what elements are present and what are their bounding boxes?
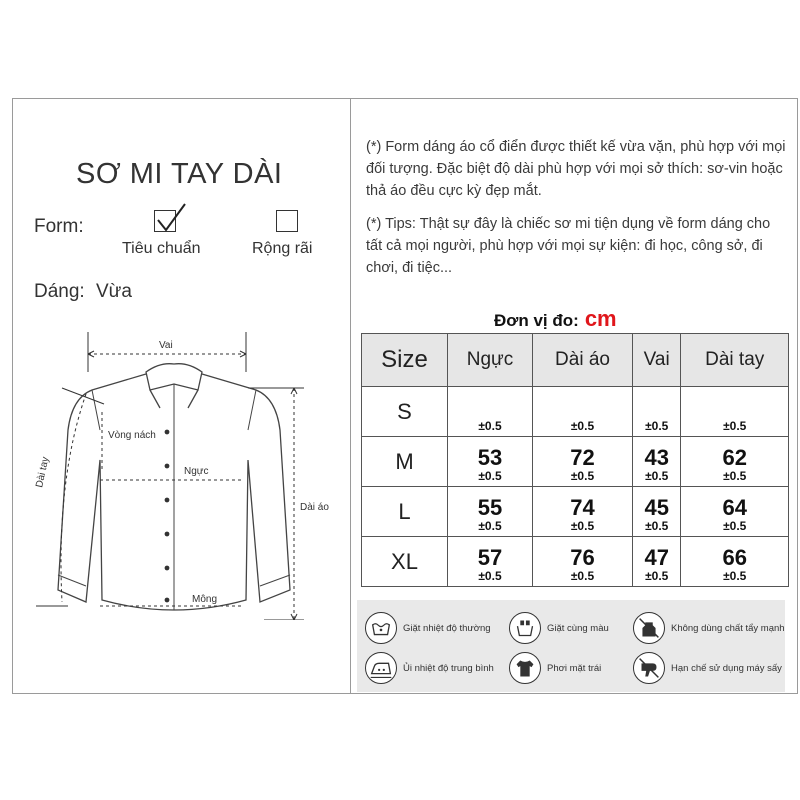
fit-row bbox=[34, 281, 138, 303]
value: 74 bbox=[570, 495, 595, 520]
size-table-header bbox=[362, 334, 789, 387]
value-cell bbox=[681, 387, 789, 437]
size-table bbox=[361, 333, 789, 587]
tolerance: ±0.5 bbox=[645, 569, 669, 583]
note-fit: (*) Form dáng áo cổ điển được thiết kế vừa vặn, phù hợp với mọi đối tượng. Đặc biệt độ dài phù hợp với mọi sở thích: sơ-vin hoặc thả áo đều cực kỳ đẹp mắt. bbox=[366, 139, 786, 199]
care-label: Giặt nhiệt độ thường bbox=[403, 622, 491, 634]
value-cell bbox=[681, 437, 789, 487]
size-cell: S bbox=[362, 387, 448, 437]
fit-label: Dáng: bbox=[34, 281, 85, 302]
chest-label: Ngực bbox=[184, 466, 209, 477]
value: 45 bbox=[644, 495, 669, 520]
value-cell bbox=[633, 437, 681, 487]
value: 76 bbox=[570, 545, 595, 570]
size-cell: M bbox=[362, 437, 448, 487]
unit-line bbox=[494, 306, 617, 332]
form-wide-label: Rộng rãi bbox=[252, 240, 313, 257]
wash-same-color-icon bbox=[509, 612, 541, 644]
value-cell bbox=[633, 487, 681, 537]
product-title: SƠ MI TAY DÀI bbox=[76, 158, 283, 190]
value: 53 bbox=[477, 445, 503, 470]
panel-divider bbox=[350, 98, 351, 694]
note-tips: (*) Tips: Thật sự đây là chiếc sơ mi tiện dụng về form dáng cho tất cả mọi người, phù hợp với mọi sự kiện: đi học, công sở, đi chơi, đi tiệc... bbox=[366, 216, 771, 276]
value: 55 bbox=[477, 495, 503, 520]
form-standard-label: Tiêu chuẩn bbox=[122, 240, 201, 257]
form-wide-checkbox[interactable] bbox=[276, 210, 298, 232]
care-label: Ủi nhiệt độ trung bình bbox=[403, 662, 494, 674]
unit-label: Đơn vị đo: bbox=[494, 311, 579, 330]
tolerance: ±0.5 bbox=[478, 569, 502, 583]
value-cell bbox=[532, 387, 632, 437]
care-label: Không dùng chất tẩy mạnh bbox=[671, 622, 785, 634]
size-cell: XL bbox=[362, 537, 448, 587]
table-row bbox=[362, 387, 789, 437]
armhole-label: Vòng nách bbox=[108, 430, 156, 441]
value-cell bbox=[633, 387, 681, 437]
value-cell bbox=[633, 537, 681, 587]
unit-value: cm bbox=[584, 306, 617, 331]
table-row bbox=[362, 487, 789, 537]
care-label: Hạn chế sử dụng máy sấy bbox=[671, 662, 782, 674]
value-cell bbox=[448, 537, 533, 587]
hip-label: Mông bbox=[192, 594, 218, 605]
table-row bbox=[362, 537, 789, 587]
header-chest: Ngực bbox=[448, 334, 533, 387]
care-item bbox=[509, 612, 609, 644]
value-cell bbox=[681, 487, 789, 537]
care-item bbox=[365, 612, 491, 644]
tolerance: ±0.5 bbox=[478, 469, 502, 483]
care-item bbox=[633, 612, 785, 644]
value: 64 bbox=[722, 495, 747, 520]
tolerance: ±0.5 bbox=[645, 519, 669, 533]
fit-value: Vừa bbox=[95, 281, 132, 302]
value-cell bbox=[532, 537, 632, 587]
wash-normal-icon bbox=[365, 612, 397, 644]
value: 43 bbox=[644, 445, 669, 470]
care-item bbox=[633, 652, 782, 684]
tolerance: ±0.5 bbox=[478, 519, 502, 533]
care-label: Phơi mặt trái bbox=[547, 662, 602, 674]
care-item bbox=[509, 652, 601, 684]
header-size: Size bbox=[362, 334, 448, 387]
size-cell: L bbox=[362, 487, 448, 537]
shirt-measurement-diagram bbox=[28, 320, 348, 620]
header-sleeve: Dài tay bbox=[681, 334, 789, 387]
tolerance: ±0.5 bbox=[723, 569, 747, 583]
header-shoulder: Vai bbox=[633, 334, 681, 387]
care-label: Giặt cùng màu bbox=[547, 622, 609, 634]
form-label: Form: bbox=[34, 216, 84, 237]
tolerance: ±0.5 bbox=[723, 519, 747, 533]
sleeve-label: Dài tay bbox=[34, 455, 52, 489]
iron-medium-icon bbox=[365, 652, 397, 684]
value: 62 bbox=[722, 445, 747, 470]
tolerance: ±0.5 bbox=[645, 469, 669, 483]
dry-inside-out-icon bbox=[509, 652, 541, 684]
value-cell bbox=[448, 387, 533, 437]
value-cell bbox=[448, 487, 533, 537]
value-cell bbox=[681, 537, 789, 587]
length-label: Dài áo bbox=[300, 502, 329, 513]
value: 66 bbox=[722, 545, 747, 570]
tolerance: ±0.5 bbox=[645, 419, 669, 433]
value: 47 bbox=[644, 545, 669, 570]
value-cell bbox=[532, 437, 632, 487]
tolerance: ±0.5 bbox=[570, 569, 595, 583]
value: 57 bbox=[477, 545, 503, 570]
tolerance: ±0.5 bbox=[570, 469, 595, 483]
value-cell bbox=[532, 487, 632, 537]
table-row bbox=[362, 437, 789, 487]
tolerance: ±0.5 bbox=[478, 419, 502, 433]
tolerance: ±0.5 bbox=[723, 419, 747, 433]
value-cell bbox=[448, 437, 533, 487]
value: 72 bbox=[570, 445, 595, 470]
tolerance: ±0.5 bbox=[723, 469, 747, 483]
limit-dryer-icon bbox=[633, 652, 665, 684]
tolerance: ±0.5 bbox=[570, 419, 595, 433]
checkmark-icon bbox=[152, 200, 188, 236]
care-item bbox=[365, 652, 494, 684]
care-instructions bbox=[357, 600, 785, 692]
header-length: Dài áo bbox=[532, 334, 632, 387]
shoulder-label: Vai bbox=[159, 340, 173, 351]
no-bleach-icon bbox=[633, 612, 665, 644]
tolerance: ±0.5 bbox=[570, 519, 595, 533]
